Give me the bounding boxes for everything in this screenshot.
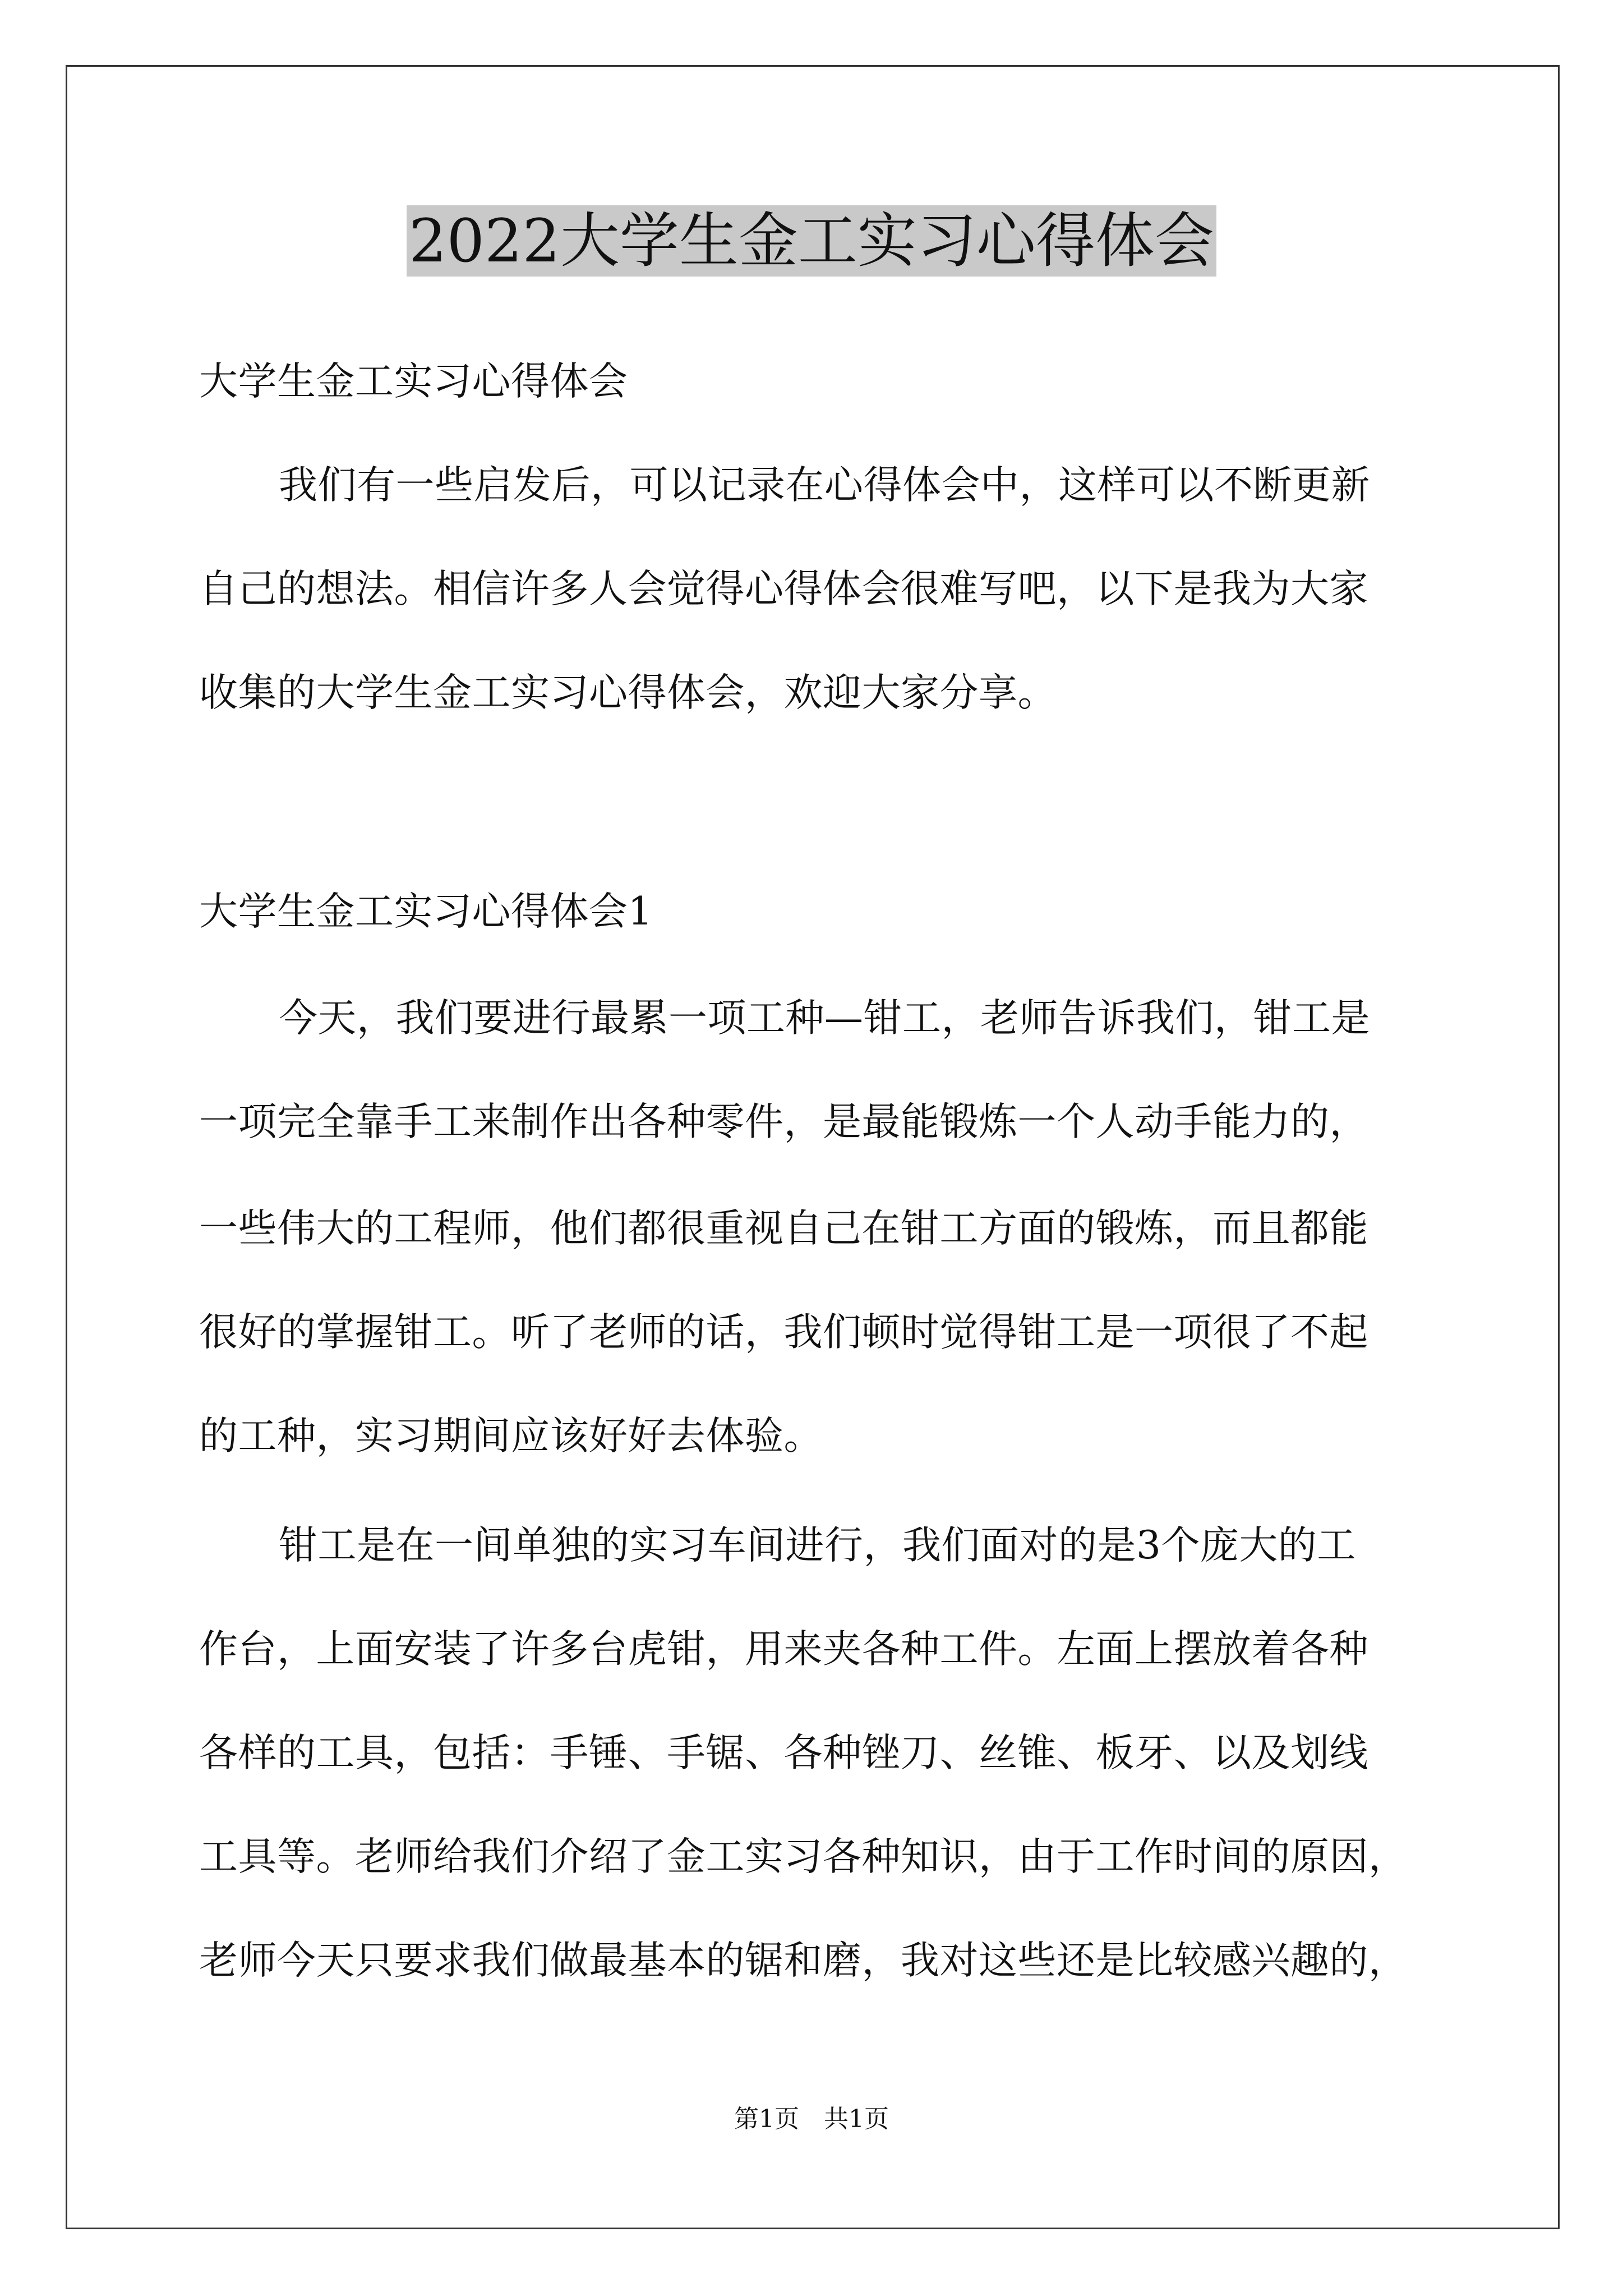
- para1-line-3: 一些伟大的工程师，他们都很重视自己在钳工方面的锻炼，而且都能: [199, 1206, 1368, 1251]
- document-title-text: 2022大学生金工实习心得体会: [407, 205, 1216, 277]
- para1-line-1: 今天，我们要进行最累一项工种—钳工，老师告诉我们，钳工是: [279, 996, 1370, 1041]
- para2-line-1: 钳工是在一间单独的实习车间进行，我们面对的是3个庞大的工: [279, 1523, 1356, 1568]
- intro-line-1: 我们有一些启发后，可以记录在心得体会中，这样可以不断更新: [279, 463, 1370, 508]
- section-heading: 大学生金工实习心得体会1: [199, 889, 653, 934]
- document-title: [0, 199, 1623, 283]
- intro-line-3: 收集的大学生金工实习心得体会，欢迎大家分享。: [199, 670, 1057, 715]
- para1-line-4: 很好的掌握钳工。听了老师的话，我们顿时觉得钳工是一项很了不起: [199, 1310, 1368, 1355]
- page-footer: 第1页 共1页: [734, 2105, 889, 2133]
- intro-line-2: 自己的想法。相信许多人会觉得心得体会很难写吧，以下是我为大家: [199, 567, 1368, 611]
- para2-line-4: 工具等。老师给我们介绍了金工实习各种知识，由于工作时间的原因，: [199, 1834, 1408, 1879]
- para1-line-5: 的工种，实习期间应该好好去体验。: [199, 1414, 823, 1458]
- subtitle: 大学生金工实习心得体会: [199, 359, 628, 404]
- para1-line-2: 一项完全靠手工来制作出各种零件，是最能锻炼一个人动手能力的，: [199, 1099, 1368, 1144]
- para2-line-3: 各样的工具，包括：手锤、手锯、各种锉刀、丝锥、板牙、以及划线: [199, 1731, 1368, 1775]
- para2-line-2: 作台，上面安装了许多台虎钳，用来夹各种工件。左面上摆放着各种: [199, 1627, 1368, 1672]
- para2-line-5: 老师今天只要求我们做最基本的锯和磨，我对这些还是比较感兴趣的，: [199, 1938, 1408, 1983]
